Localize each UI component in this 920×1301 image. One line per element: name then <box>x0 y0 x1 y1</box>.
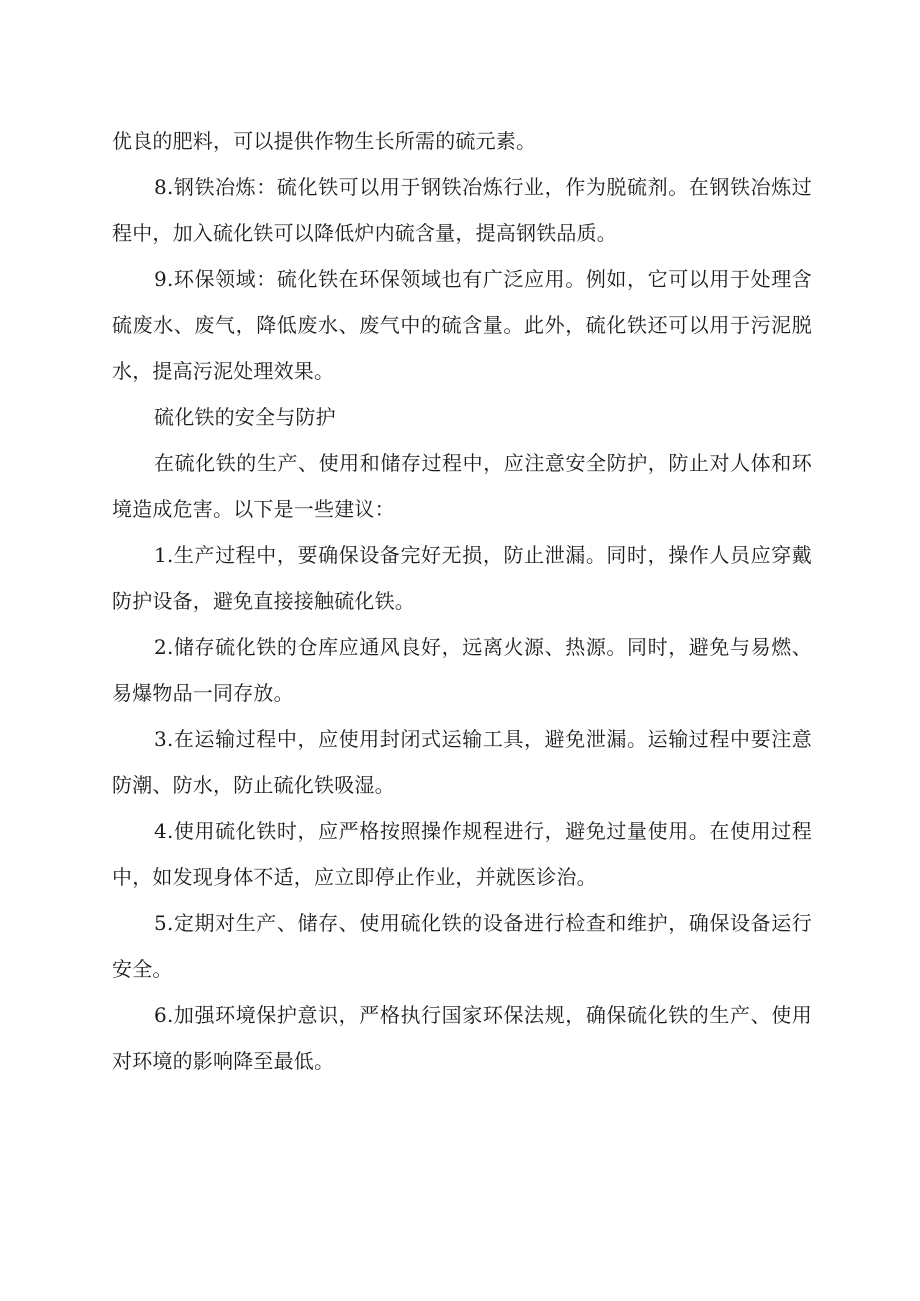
use-item-9 <box>112 256 812 394</box>
use-item-number: 8 <box>154 175 167 199</box>
advice-item-6 <box>112 992 812 1084</box>
advice-item-3 <box>112 716 812 808</box>
use-item-8 <box>112 164 812 256</box>
advice-item-text: .定期对生产、储存、使用硫化铁的设备进行检查和维护，确保设备运行安全。 <box>112 911 812 981</box>
advice-item-text: .生产过程中，要确保设备完好无损，防止泄漏。同时，操作人员应穿戴防护设备，避免直接接触硫化铁。 <box>112 543 812 613</box>
advice-item-2 <box>112 624 812 716</box>
advice-item-text: .使用硫化铁时，应严格按照操作规程进行，避免过量使用。在使用过程中，如发现身体不适，应立即停止作业，并就医诊治。 <box>112 819 812 889</box>
use-item-text: .钢铁冶炼：硫化铁可以用于钢铁冶炼行业，作为脱硫剂。在钢铁冶炼过程中，加入硫化铁可以降低炉内硫含量，提高钢铁品质。 <box>112 175 812 245</box>
advice-item-number: 5 <box>154 911 167 935</box>
section-heading: 硫化铁的安全与防护 <box>154 405 336 429</box>
document-body <box>112 118 812 1084</box>
intro-paragraph: 在硫化铁的生产、使用和储存过程中，应注意安全防护，防止对人体和环境造成危害。以下是一些建议： <box>112 451 812 521</box>
use-item-text: .环保领域：硫化铁在环保领域也有广泛应用。例如，它可以用于处理含硫废水、废气，降低废水、废气中的硫含量。此外，硫化铁还可以用于污泥脱水，提高污泥处理效果。 <box>112 267 812 383</box>
advice-item-5 <box>112 900 812 992</box>
advice-item-number: 4 <box>154 819 167 843</box>
use-item-number: 9 <box>154 267 167 291</box>
advice-item-text: .加强环境保护意识，严格执行国家环保法规，确保硫化铁的生产、使用对环境的影响降至最低。 <box>112 1003 812 1073</box>
advice-item-number: 1 <box>154 543 167 567</box>
advice-item-1 <box>112 532 812 624</box>
advice-item-number: 2 <box>154 635 167 659</box>
advice-item-number: 3 <box>154 727 167 751</box>
advice-item-text: .储存硫化铁的仓库应通风良好，远离火源、热源。同时，避免与易燃、易爆物品一同存放。 <box>112 635 812 705</box>
advice-item-number: 6 <box>154 1003 167 1027</box>
continuation-paragraph: 优良的肥料，可以提供作物生长所需的硫元素。 <box>112 129 537 153</box>
advice-item-text: .在运输过程中，应使用封闭式运输工具，避免泄漏。运输过程中要注意防潮、防水，防止硫化铁吸湿。 <box>112 727 812 797</box>
advice-item-4 <box>112 808 812 900</box>
